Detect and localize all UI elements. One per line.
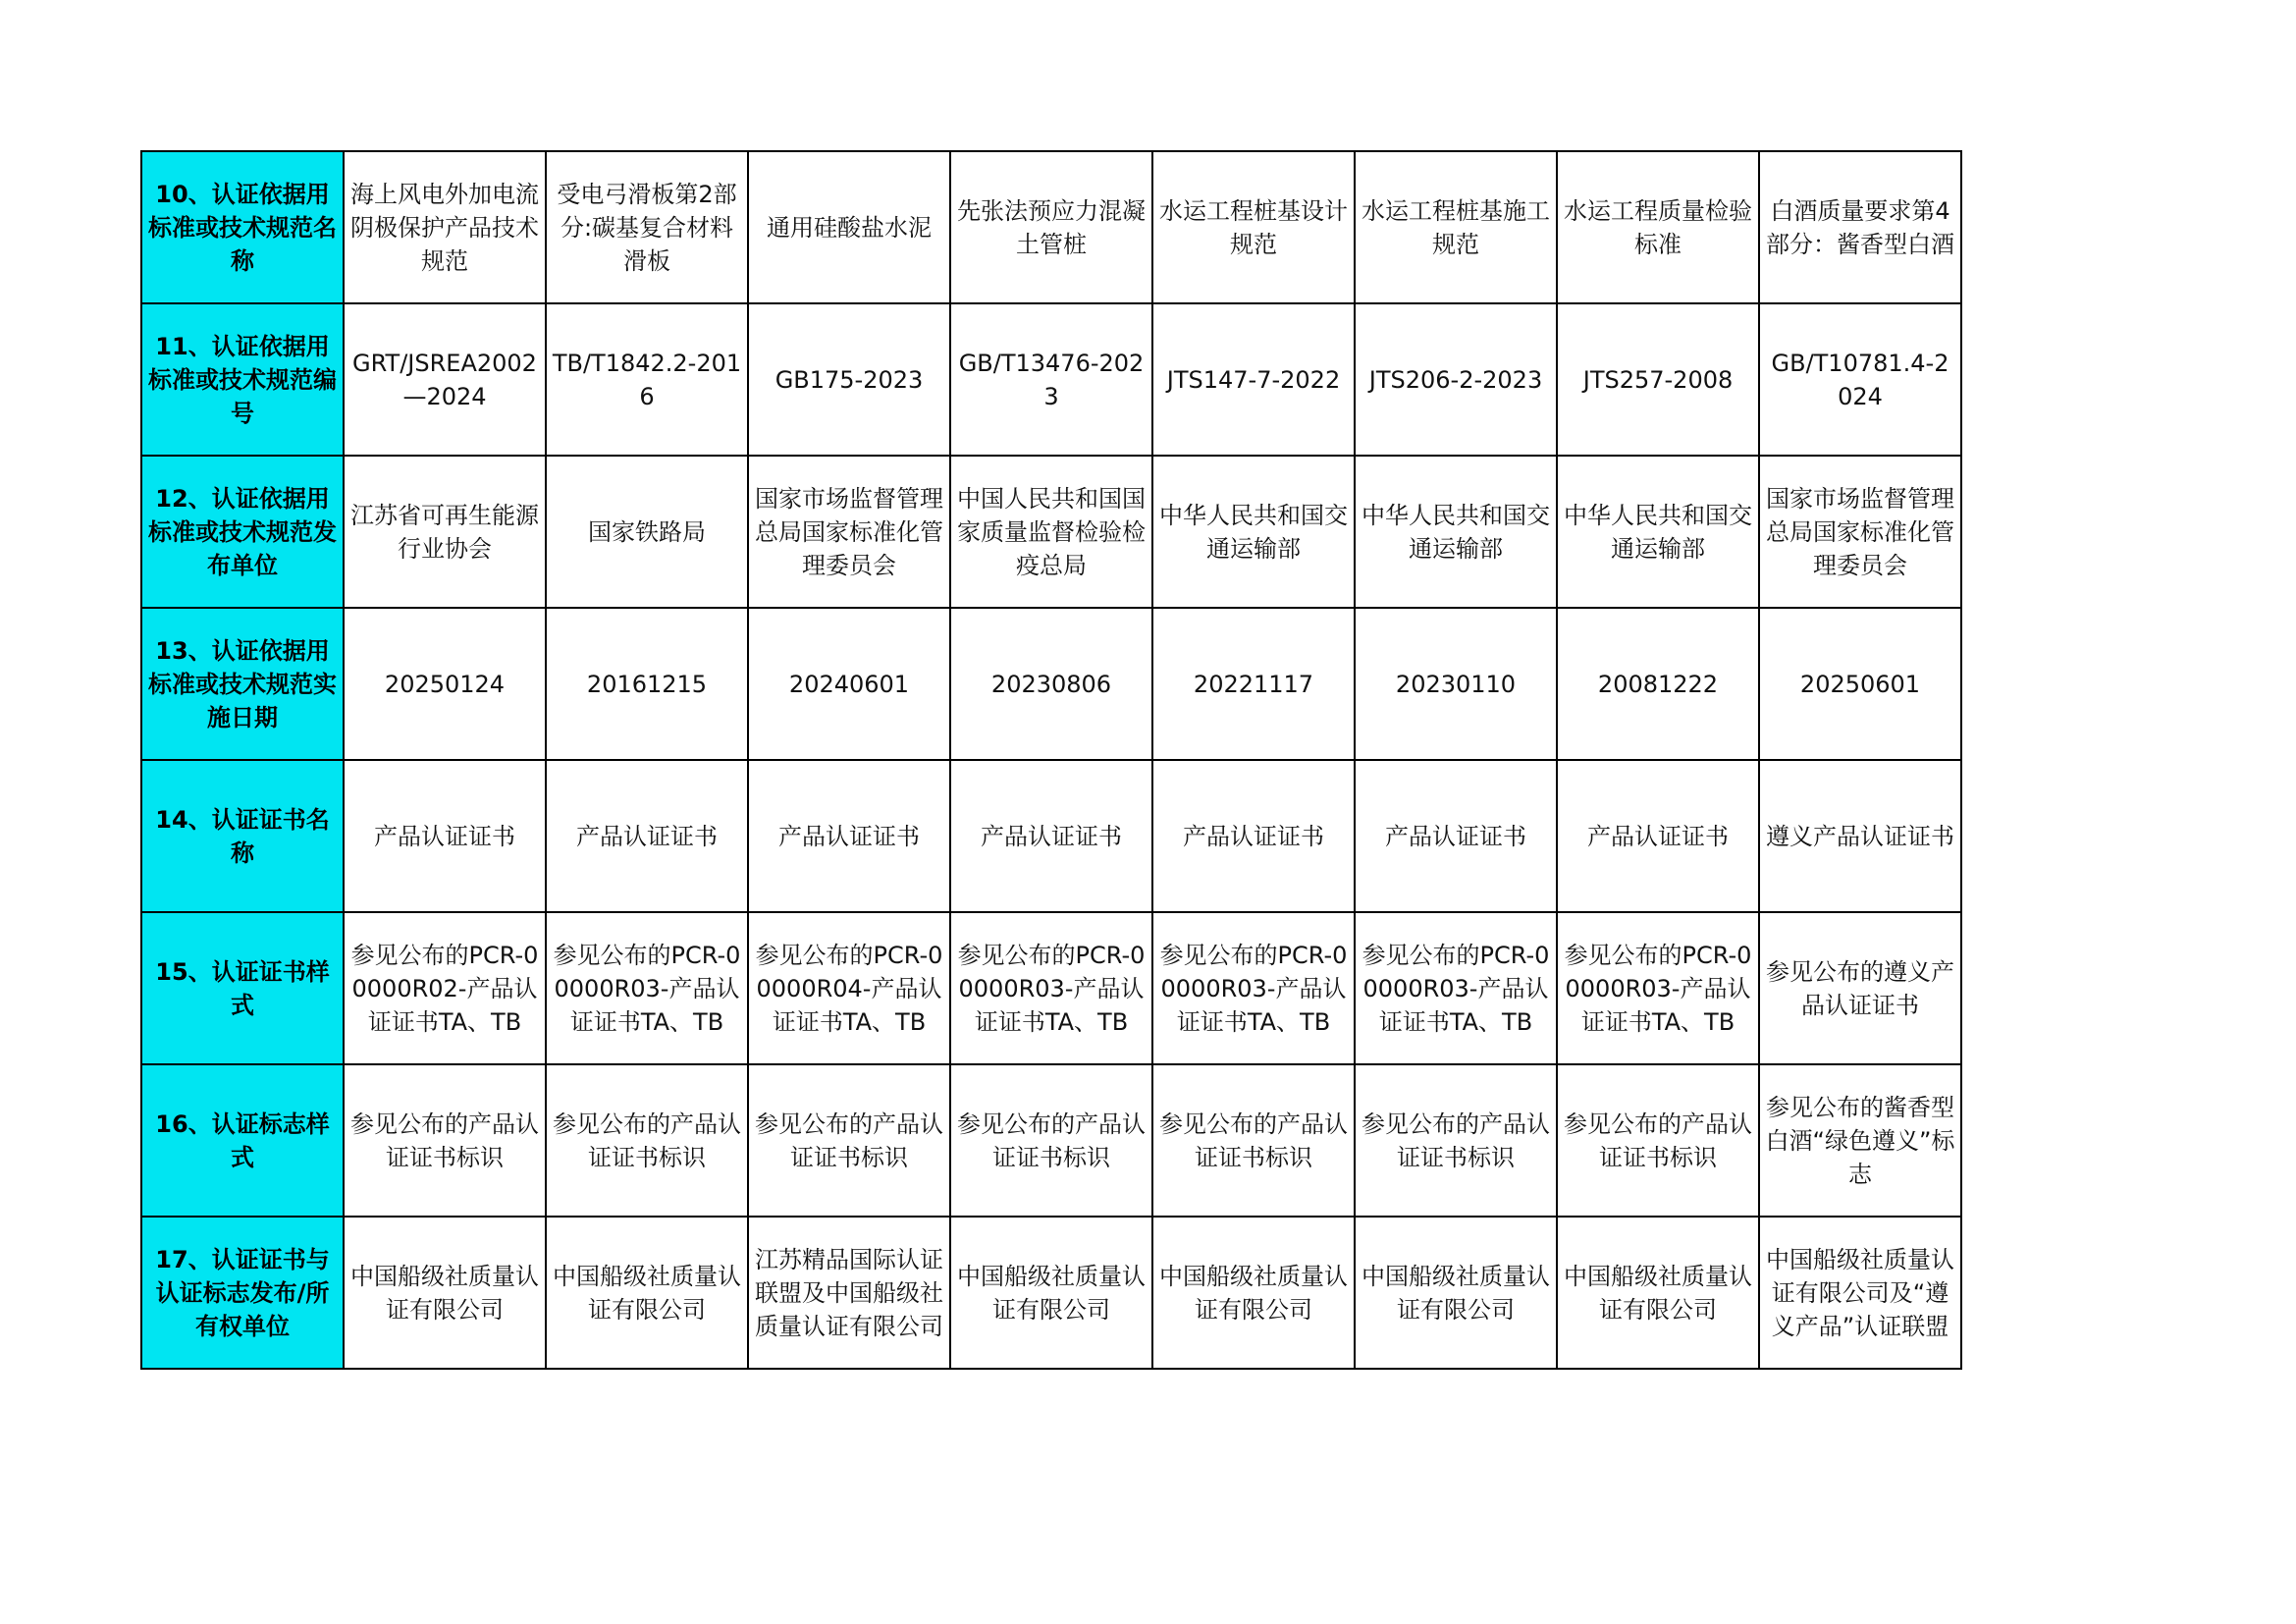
table-cell: GRT/JSREA2002—2024 (344, 303, 546, 456)
table-cell: 国家市场监督管理总局国家标准化管理委员会 (748, 456, 950, 608)
row-header: 15、认证证书样式 (141, 912, 344, 1064)
table-cell: GB175-2023 (748, 303, 950, 456)
table-cell: 江苏省可再生能源行业协会 (344, 456, 546, 608)
table-cell: 产品认证证书 (546, 760, 748, 912)
table-cell: 产品认证证书 (1557, 760, 1759, 912)
table-cell: 20250124 (344, 608, 546, 760)
table-cell: JTS147-7-2022 (1152, 303, 1355, 456)
table-cell: 江苏精品国际认证联盟及中国船级社质量认证有限公司 (748, 1217, 950, 1369)
table-cell: 产品认证证书 (1355, 760, 1557, 912)
table-row (141, 151, 1961, 303)
table-cell: 水运工程桩基施工规范 (1355, 151, 1557, 303)
row-header: 11、认证依据用标准或技术规范编号 (141, 303, 344, 456)
certification-table (140, 150, 1962, 1370)
table-cell: 参见公布的产品认证证书标识 (344, 1064, 546, 1217)
table-cell: 中国船级社质量认证有限公司 (950, 1217, 1152, 1369)
table-body (141, 151, 1961, 1369)
table-cell: 20081222 (1557, 608, 1759, 760)
table-cell: 白酒质量要求第4部分：酱香型白酒 (1759, 151, 1961, 303)
table-cell: 先张法预应力混凝土管桩 (950, 151, 1152, 303)
table-cell: 参见公布的产品认证证书标识 (950, 1064, 1152, 1217)
table-cell: 参见公布的PCR-00000R02-产品认证证书TA、TB (344, 912, 546, 1064)
table-cell: 产品认证证书 (344, 760, 546, 912)
table-cell: 参见公布的产品认证证书标识 (1557, 1064, 1759, 1217)
table-cell: 参见公布的PCR-00000R03-产品认证证书TA、TB (546, 912, 748, 1064)
row-header: 12、认证依据用标准或技术规范发布单位 (141, 456, 344, 608)
table-cell: 中国船级社质量认证有限公司 (1557, 1217, 1759, 1369)
row-header: 14、认证证书名称 (141, 760, 344, 912)
table-cell: 参见公布的酱香型白酒“绿色遵义”标志 (1759, 1064, 1961, 1217)
table-cell: 中国船级社质量认证有限公司 (1355, 1217, 1557, 1369)
table-cell: 参见公布的产品认证证书标识 (1355, 1064, 1557, 1217)
table-cell: 产品认证证书 (950, 760, 1152, 912)
table-cell: 中国船级社质量认证有限公司 (546, 1217, 748, 1369)
table-cell: 20230806 (950, 608, 1152, 760)
table-cell: 参见公布的产品认证证书标识 (748, 1064, 950, 1217)
row-header: 10、认证依据用标准或技术规范名称 (141, 151, 344, 303)
table-row (141, 1064, 1961, 1217)
table-cell: 中国船级社质量认证有限公司 (344, 1217, 546, 1369)
table-cell: 海上风电外加电流阴极保护产品技术规范 (344, 151, 546, 303)
table-cell: 中华人民共和国交通运输部 (1152, 456, 1355, 608)
table-cell: 参见公布的PCR-00000R04-产品认证证书TA、TB (748, 912, 950, 1064)
table-row (141, 303, 1961, 456)
table-row (141, 912, 1961, 1064)
table-cell: 20230110 (1355, 608, 1557, 760)
table-row (141, 608, 1961, 760)
table-row (141, 1217, 1961, 1369)
table-cell: 遵义产品认证证书 (1759, 760, 1961, 912)
table-cell: 受电弓滑板第2部分:碳基复合材料滑板 (546, 151, 748, 303)
table-cell: 参见公布的PCR-00000R03-产品认证证书TA、TB (1152, 912, 1355, 1064)
row-header: 17、认证证书与认证标志发布/所有权单位 (141, 1217, 344, 1369)
table-cell: 参见公布的遵义产品认证证书 (1759, 912, 1961, 1064)
table-row (141, 760, 1961, 912)
table-cell: 国家市场监督管理总局国家标准化管理委员会 (1759, 456, 1961, 608)
row-header: 16、认证标志样式 (141, 1064, 344, 1217)
table-cell: 参见公布的PCR-00000R03-产品认证证书TA、TB (1355, 912, 1557, 1064)
table-cell: GB/T13476-2023 (950, 303, 1152, 456)
table-cell: 20161215 (546, 608, 748, 760)
table-cell: 水运工程桩基设计规范 (1152, 151, 1355, 303)
table-cell: 中国船级社质量认证有限公司 (1152, 1217, 1355, 1369)
table-cell: 产品认证证书 (1152, 760, 1355, 912)
table-cell: 中华人民共和国交通运输部 (1355, 456, 1557, 608)
table-cell: 产品认证证书 (748, 760, 950, 912)
table-cell: 中国船级社质量认证有限公司及“遵义产品”认证联盟 (1759, 1217, 1961, 1369)
table-cell: GB/T10781.4-2024 (1759, 303, 1961, 456)
table-cell: 20250601 (1759, 608, 1961, 760)
table-row (141, 456, 1961, 608)
table-cell: TB/T1842.2-2016 (546, 303, 748, 456)
table-cell: 国家铁路局 (546, 456, 748, 608)
table-cell: 参见公布的产品认证证书标识 (546, 1064, 748, 1217)
table-cell: 参见公布的PCR-00000R03-产品认证证书TA、TB (950, 912, 1152, 1064)
table-cell: 中国人民共和国国家质量监督检验检疫总局 (950, 456, 1152, 608)
table-cell: 参见公布的产品认证证书标识 (1152, 1064, 1355, 1217)
table-cell: JTS206-2-2023 (1355, 303, 1557, 456)
table-cell: 水运工程质量检验标准 (1557, 151, 1759, 303)
table-cell: JTS257-2008 (1557, 303, 1759, 456)
row-header: 13、认证依据用标准或技术规范实施日期 (141, 608, 344, 760)
table-cell: 中华人民共和国交通运输部 (1557, 456, 1759, 608)
table-cell: 20221117 (1152, 608, 1355, 760)
table-cell: 20240601 (748, 608, 950, 760)
table-cell: 通用硅酸盐水泥 (748, 151, 950, 303)
table-cell: 参见公布的PCR-00000R03-产品认证证书TA、TB (1557, 912, 1759, 1064)
